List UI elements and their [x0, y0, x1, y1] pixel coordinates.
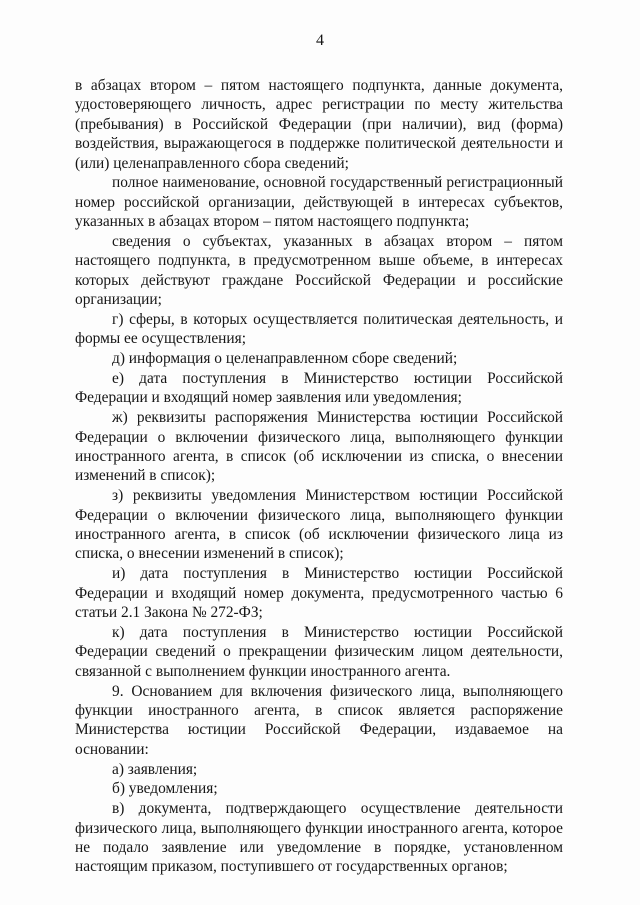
list-item-z: з) реквизиты уведомления Министерством юстиции Российской Федерации о включении физического лица, выполняющего функции иностранного агента, в список (об исключении физического лица из списка, о внесении изменений в список);	[75, 487, 563, 563]
section-9-paragraph: 9. Основанием для включения физического лица, выполняющего функции иностранного агента, в список является распоряжение Министерства юстиции Российской Федерации, издаваемое на основании:	[75, 682, 563, 758]
list-item-k: к) дата поступления в Министерство юстиции Российской Федерации сведений о прекращении физическим лицом деятельности, связанной с выполнением функции иностранного агента.	[75, 623, 563, 680]
list-item-zh: ж) реквизиты распоряжения Министерства юстиции Российской Федерации о включении физического лица, выполняющего функции иностранного агента, в список (об исключении из списка, о внесении изменений в список);	[75, 409, 563, 485]
list-item-g: г) сферы, в которых осуществляется политическая деятельность, и формы ее осуществления;	[75, 311, 563, 348]
paragraph: в абзацах втором – пятом настоящего подпункта, данные документа, удостоверяющего личность, адрес регистрации по месту жительства (пребывания) в Российской Федерации (при наличии), вид (форма) воздействия, выражающегося в поддержке политической деятельности и (или) целенаправленного сбора сведений;	[75, 77, 563, 172]
paragraph: полное наименование, основной государственный регистрационный номер российской организации, действующей в интересах субъектов, указанных в абзацах втором – пятом настоящего подпункта;	[75, 174, 563, 231]
list-item-e: е) дата поступления в Министерство юстиции Российской Федерации и входящий номер заявления или уведомления;	[75, 370, 563, 407]
list-item-i: и) дата поступления в Министерство юстиции Российской Федерации и входящий номер документа, предусмотренного частью 6 статьи 2.1 Закона № 272-ФЗ;	[75, 565, 563, 622]
list-item-b: б) уведомления;	[112, 780, 218, 798]
page-number: 4	[316, 32, 324, 49]
list-item-d: д) информация о целенаправленном сборе сведений;	[112, 350, 458, 368]
paragraph: сведения о субъектах, указанных в абзацах втором – пятом настоящего подпункта, в предусмотренном выше объеме, в интересах которых действуют граждане Российской Федерации и российские организации;	[75, 233, 563, 309]
document-body	[75, 76, 563, 877]
list-item-v: в) документа, подтверждающего осуществление деятельности физического лица, выполняющего функции иностранного агента, которое не подало заявление или уведомление в порядке, установленном настоящим приказом, поступившего от государственных органов;	[75, 800, 563, 876]
list-item-a: а) заявления;	[112, 760, 198, 778]
